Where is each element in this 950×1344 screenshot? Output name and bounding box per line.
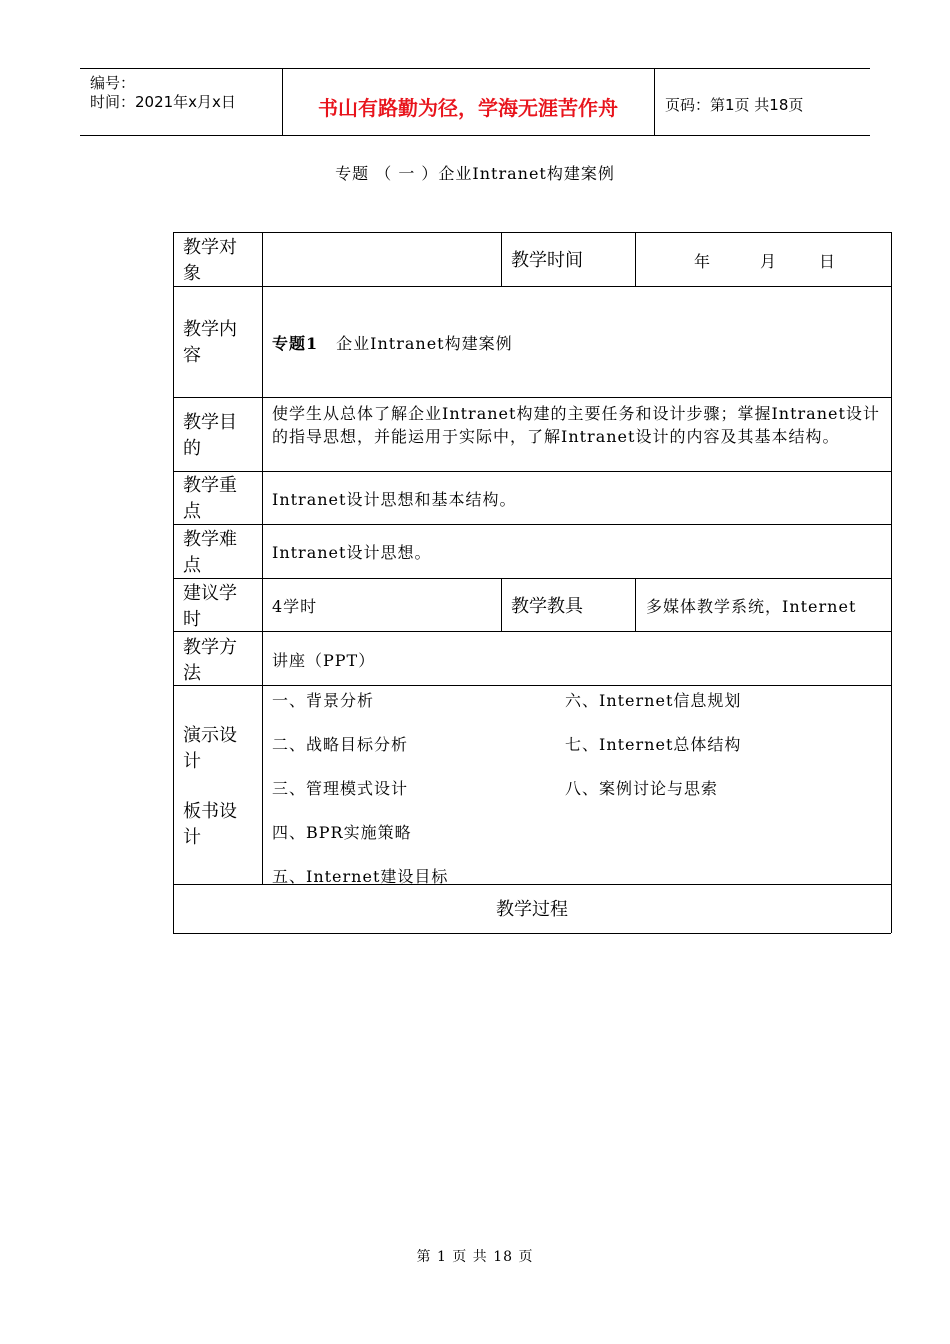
table-rule — [501, 232, 502, 286]
document-title: 专题 （ 一 ）企业Intranet构建案例 — [335, 164, 615, 183]
header-time-label: 时间：2021年x月x日 — [90, 93, 236, 111]
outline-item: 八、案例讨论与思索 — [565, 779, 719, 798]
table-rule — [173, 471, 891, 472]
table-rule — [262, 232, 263, 884]
table-rule — [173, 232, 891, 233]
label-teaching-time: 教学时间 — [511, 250, 583, 271]
page-footer: 第 1 页 共 18 页 — [416, 1249, 534, 1265]
outline-item: 一、背景分析 — [272, 691, 375, 710]
outline-item: 七、Internet总体结构 — [565, 735, 742, 754]
label-suggested-hours: 建议学时 — [183, 583, 237, 630]
label-teaching-method: 教学方法 — [183, 637, 237, 684]
topic-title: 企业Intranet构建案例 — [336, 334, 513, 353]
label-demo-design: 演示设计 — [183, 725, 237, 772]
value-teaching-content — [272, 332, 513, 355]
outline-item: 三、管理模式设计 — [272, 779, 409, 798]
date-day: 日 — [819, 252, 837, 271]
value-teaching-purpose: 使学生从总体了解企业Intranet构建的主要任务和设计步骤；掌握Intranet设计的指导思想，并能运用于实际中，了解Intranet设计的内容及其基本结构。 — [272, 404, 880, 446]
table-rule — [173, 524, 891, 525]
table-rule — [891, 232, 892, 933]
label-board-design: 板书设计 — [183, 801, 237, 848]
table-rule — [173, 232, 174, 933]
outline-item: 二、战略目标分析 — [272, 735, 409, 754]
label-teaching-process: 教学过程 — [496, 899, 568, 920]
topic-number: 专题1 — [272, 334, 319, 353]
label-teaching-focus: 教学重点 — [183, 475, 237, 522]
outline-item: 五、Internet建设目标 — [272, 867, 449, 886]
value-teaching-aids: 多媒体教学系统，Internet — [646, 597, 857, 616]
table-rule — [173, 685, 891, 686]
header-divider — [654, 68, 655, 135]
value-teaching-method: 讲座（PPT） — [272, 651, 376, 670]
date-year: 年 — [694, 252, 712, 271]
label-teaching-content: 教学内容 — [183, 319, 237, 366]
value-suggested-hours: 4学时 — [272, 597, 318, 616]
header-bottom-rule — [80, 135, 870, 136]
label-teaching-aids: 教学教具 — [511, 596, 583, 617]
label-teaching-difficulty: 教学难点 — [183, 529, 237, 576]
table-rule — [635, 578, 636, 631]
header-number-label: 编号： — [90, 74, 136, 92]
table-rule — [501, 578, 502, 631]
label-teaching-purpose: 教学目的 — [183, 412, 237, 459]
outline-item: 六、Internet信息规划 — [565, 691, 742, 710]
table-rule — [173, 578, 891, 579]
date-month: 月 — [760, 252, 778, 271]
table-rule — [173, 933, 891, 934]
table-rule — [173, 286, 891, 287]
header-motto: 书山有路勤为径，学海无涯苦作舟 — [318, 96, 618, 120]
table-rule — [173, 397, 891, 398]
header-page-label: 页码：第1页 共18页 — [665, 96, 804, 114]
table-rule — [635, 232, 636, 286]
value-teaching-difficulty: Intranet设计思想。 — [272, 543, 432, 562]
outline-item: 四、BPR实施策略 — [272, 823, 412, 842]
table-rule — [173, 631, 891, 632]
label-teaching-target: 教学对象 — [183, 237, 237, 284]
header-top-rule — [80, 68, 870, 69]
value-teaching-focus: Intranet设计思想和基本结构。 — [272, 490, 517, 509]
